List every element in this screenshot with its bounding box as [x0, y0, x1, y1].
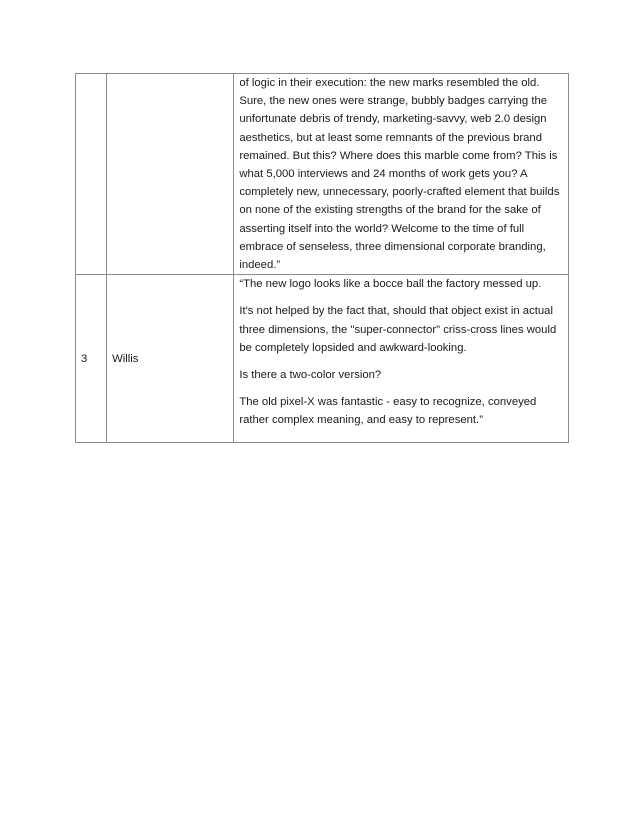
comment-text: of logic in their execution: the new marks resembled the old. Sure, the new ones were strange, bubbly badges carrying the unfortunate debris of trendy, marketing-savvy, web 2.0 design aesthetics, but at least some remnants of the previous brand remained. But this? Where does this marble come from? This is what 5,000 interviews and 24 months of work gets you? A completely new, unnecessary, poorly-crafted element that builds on none of the existing strengths of the brand for the sake of asserting itself into the world? Welcome to the time of full embrace of senseless, three dimensional corporate branding, indeed.”	[239, 77, 560, 272]
comment-cell	[234, 74, 569, 275]
commenter-name-cell	[107, 74, 234, 275]
commenter-name-cell	[107, 275, 234, 442]
comment-paragraph: Is there a two-color version?	[239, 369, 382, 382]
commenter-name: Willis	[112, 352, 139, 365]
row-number-cell	[76, 74, 107, 275]
row-number	[76, 74, 106, 77]
row-number: 3	[81, 352, 88, 365]
row-number-cell	[76, 275, 107, 442]
comments-table	[75, 73, 569, 443]
table-row	[76, 275, 569, 442]
comment-paragraph: The old pixel-X was fantastic - easy to recognize, conveyed rather complex meaning, and easy to represent.”	[239, 396, 537, 427]
commenter-name	[107, 74, 233, 77]
table-row	[76, 74, 569, 275]
comment-cell	[234, 275, 569, 442]
comment-paragraph: “The new logo looks like a bocce ball the factory messed up.	[239, 278, 542, 291]
comment-paragraph: It's not helped by the fact that, should that object exist in actual three dimensions, the "super-connector" criss-cross lines would be completely lopsided and awkward-looking.	[239, 305, 557, 354]
